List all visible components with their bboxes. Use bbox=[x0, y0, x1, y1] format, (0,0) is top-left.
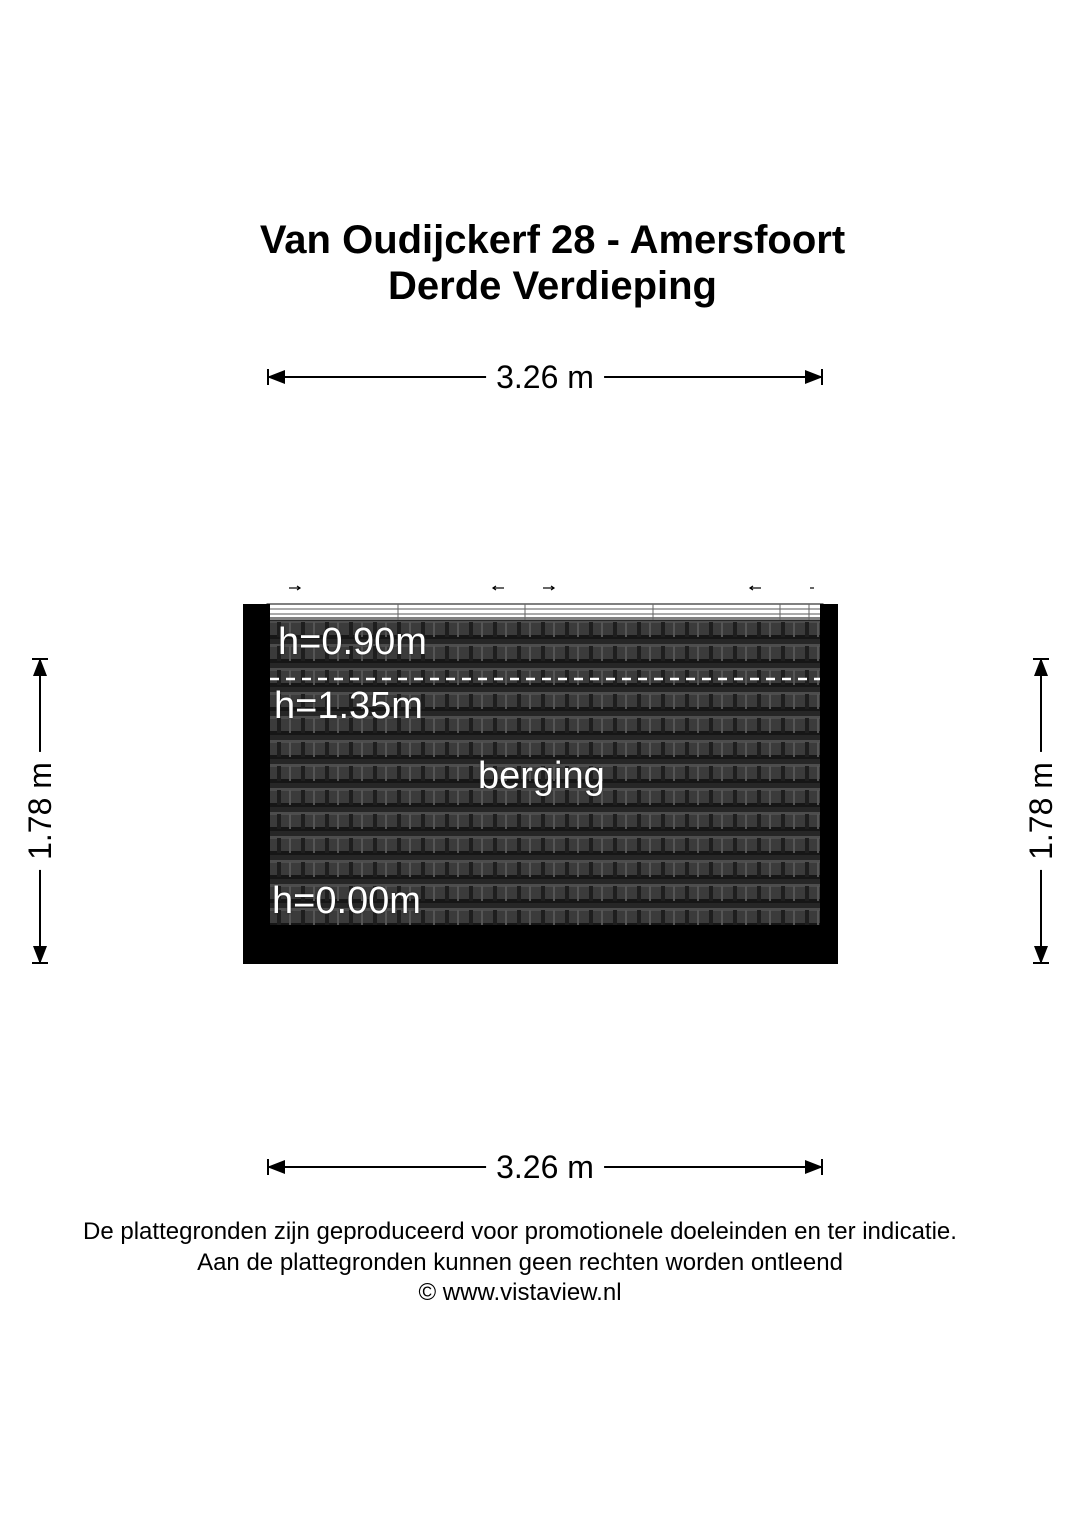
arrow-left-icon bbox=[267, 370, 285, 384]
height-label-bottom: h=0.00m bbox=[272, 880, 421, 922]
dimension-left-height bbox=[22, 658, 58, 964]
dimension-right-height bbox=[1023, 658, 1059, 964]
height-label-middle: h=1.35m bbox=[274, 685, 423, 727]
dimension-top-width bbox=[267, 359, 823, 395]
arrow-up-icon bbox=[1034, 658, 1048, 676]
dimension-label: 1.78 m bbox=[21, 752, 59, 870]
wall-right bbox=[820, 604, 838, 964]
opening-marks bbox=[289, 586, 814, 590]
wall-bottom bbox=[243, 925, 838, 964]
wall-left bbox=[243, 604, 270, 964]
dimension-tick bbox=[32, 962, 48, 964]
room-label: berging bbox=[478, 755, 605, 797]
height-label-top: h=0.90m bbox=[278, 621, 427, 663]
arrow-up-icon bbox=[33, 658, 47, 676]
dimension-label: 3.26 m bbox=[486, 1148, 604, 1186]
floor-subtitle: Derde Verdieping bbox=[388, 264, 717, 308]
disclaimer-line-2: Aan de plattegronden kunnen geen rechten worden ontleend bbox=[197, 1249, 843, 1276]
dimension-label: 1.78 m bbox=[1022, 752, 1060, 870]
dimension-tick bbox=[1033, 962, 1049, 964]
copyright-link[interactable]: © www.vistaview.nl bbox=[418, 1279, 622, 1306]
window-band bbox=[267, 604, 823, 620]
arrow-left-icon bbox=[267, 1160, 285, 1174]
dimension-bottom-width bbox=[267, 1149, 823, 1185]
dimension-label: 3.26 m bbox=[486, 358, 604, 396]
dimension-tick bbox=[821, 1159, 823, 1175]
dimension-tick bbox=[821, 369, 823, 385]
disclaimer-line-1: De plattegronden zijn geproduceerd voor promotionele doeleinden en ter indicatie. bbox=[83, 1218, 957, 1245]
page-title: Van Oudijckerf 28 - Amersfoort bbox=[259, 218, 846, 262]
